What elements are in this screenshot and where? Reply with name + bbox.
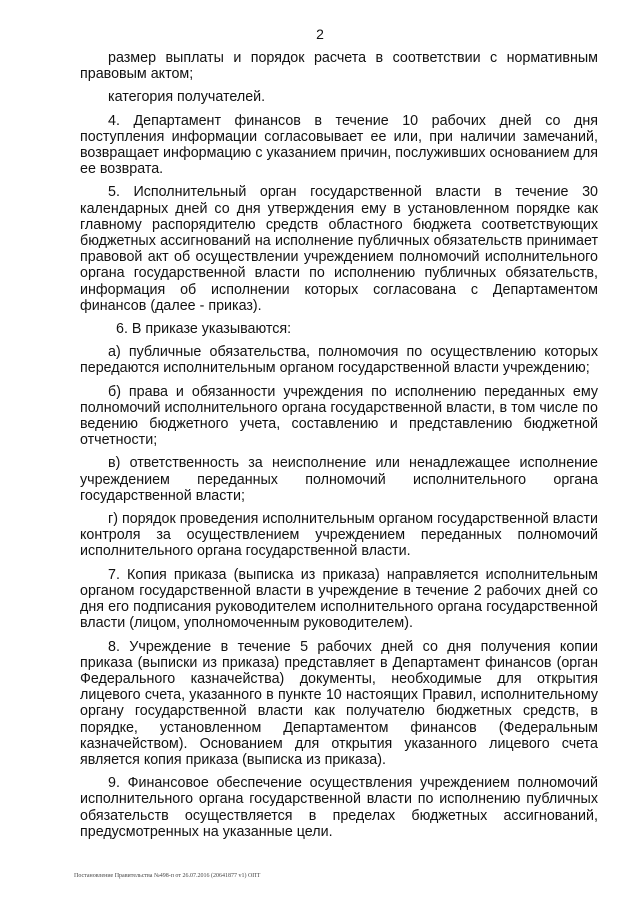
- paragraph-item-8: 8. Учреждение в течение 5 рабочих дней со дня получения копии приказа (выписки из приказа) представляет в Департамент финансов (орган Федерального казначейства) документы, необходимые для открытия лицевого счета, указанного в пункте 10 настоящих Правил, исполнительному органу государственной власти как получателю бюджетных средств, в порядке, установленном Департаментом финансов (Федеральным казначейством). Основанием для открытия указанного лицевого счета является копия приказа (выписка из приказа).: [80, 638, 598, 768]
- paragraph-payment-size: размер выплаты и порядок расчета в соответствии с нормативным правовым актом;: [80, 50, 598, 83]
- page-number: 2: [316, 26, 324, 42]
- paragraph-subitem-v: в) ответственность за неисполнение или ненадлежащее исполнение учреждением переданных полномочий исполнительного органа государственной власти;: [80, 455, 598, 504]
- paragraph-item-4: 4. Департамент финансов в течение 10 рабочих дней со дня поступления информации согласовывает ее или, при наличии замечаний, возвращает информацию с указанием причин, послуживших основанием для ее возврата.: [80, 112, 598, 178]
- paragraph-item-7: 7. Копия приказа (выписка из приказа) направляется исполнительным органом государственной власти в учреждение в течение 2 рабочих дней со дня его подписания руководителем исполнительного органа государственной власти (лицом, уполномоченным руководителем).: [80, 566, 598, 632]
- paragraph-item-5: 5. Исполнительный орган государственной власти в течение 30 календарных дней со дня утверждения ему в установленном порядке как главному распорядителю средств областного бюджета соответствующих бюджетных ассигнований на исполнение публичных обязательств принимает правовой акт об осуществлении учреждением полномочий исполнительного органа государственной власти по исполнению публичных обязательств, информация об исполнении которых согласована с Департаментом финансов (далее - приказ).: [80, 184, 598, 314]
- paragraph-subitem-b: б) права и обязанности учреждения по исполнению переданных ему полномочий исполнительного органа государственной власти, в том числе по ведению бюджетного учета, составлению и представлению бюджетной отчетности;: [80, 383, 598, 449]
- paragraph-subitem-g: г) порядок проведения исполнительным органом государственной власти контроля за осуществлением учреждением переданных полномочий исполнительного органа государственной власти.: [80, 511, 599, 560]
- document-footer: Постановление Правительства №498-п от 26.07.2016 (20641877 v1) ОПТ: [74, 873, 261, 879]
- document-body: [80, 50, 598, 847]
- paragraph-item-9: 9. Финансовое обеспечение осуществления учреждением полномочий исполнительного органа государственной власти по исполнению публичных обязательств осуществляется в пределах бюджетных ассигнований, предусмотренных на указанные цели.: [80, 775, 598, 840]
- paragraph-subitem-a: а) публичные обязательства, полномочия по осуществлению которых передаются исполнительным органом государственной власти учреждению;: [80, 344, 598, 377]
- paragraph-item-6: 6. В приказе указываются:: [116, 321, 292, 338]
- paragraph-recipient-category: категория получателей.: [108, 89, 266, 106]
